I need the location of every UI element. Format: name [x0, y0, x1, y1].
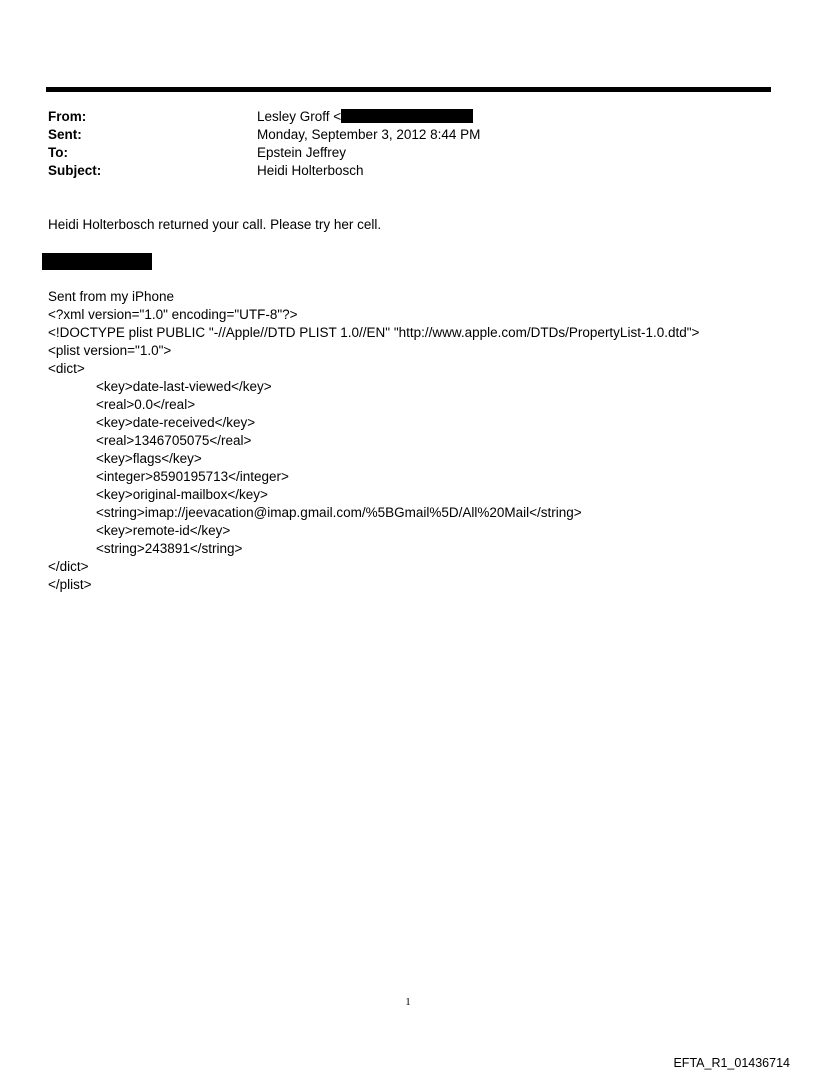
plist-line: <key>flags</key> — [96, 451, 202, 466]
signature-text: Sent from my iPhone — [48, 289, 175, 304]
plist-line: <key>original-mailbox</key> — [96, 487, 268, 502]
plist-line: <string>243891</string> — [96, 541, 243, 556]
to-label: To: — [48, 145, 68, 160]
plist-code-block — [48, 306, 699, 594]
sent-label: Sent: — [48, 127, 82, 142]
plist-line: <?xml version="1.0" encoding="UTF-8"?> — [48, 307, 298, 322]
plist-line: </dict> — [48, 559, 89, 574]
message-text: Heidi Holterbosch returned your call. Please try her cell. — [48, 217, 382, 232]
plist-line: <key>date-last-viewed</key> — [96, 379, 272, 394]
plist-line: <!DOCTYPE plist PUBLIC "-//Apple//DTD PLIST 1.0//EN" "http://www.apple.com/DTDs/PropertyList-1.0.dtd"> — [48, 325, 700, 340]
from-label: From: — [48, 109, 87, 124]
subject-value: Heidi Holterbosch — [257, 163, 364, 178]
header-divider-rule — [46, 87, 771, 92]
sent-value: Monday, September 3, 2012 8:44 PM — [257, 127, 481, 142]
plist-line: </plist> — [48, 577, 92, 592]
plist-line: <key>date-received</key> — [96, 415, 256, 430]
plist-line: <key>remote-id</key> — [96, 523, 231, 538]
plist-line: <real>1346705075</real> — [96, 433, 252, 448]
plist-line: <string>imap://jeevacation@imap.gmail.com/%5BGmail%5D/All%20Mail</string> — [96, 505, 582, 520]
bates-number: EFTA_R1_01436714 — [673, 1056, 790, 1070]
from-name: Lesley Groff < — [257, 109, 342, 124]
plist-line: <real>0.0</real> — [96, 397, 196, 412]
plist-line: <integer>8590195713</integer> — [96, 469, 289, 484]
redaction-block — [42, 253, 152, 270]
page-number: 1 — [405, 996, 411, 1008]
redaction-bar — [341, 109, 473, 123]
from-value — [257, 108, 473, 126]
to-value: Epstein Jeffrey — [257, 145, 347, 160]
plist-line: <plist version="1.0"> — [48, 343, 172, 358]
subject-label: Subject: — [48, 163, 102, 178]
plist-line: <dict> — [48, 361, 85, 376]
